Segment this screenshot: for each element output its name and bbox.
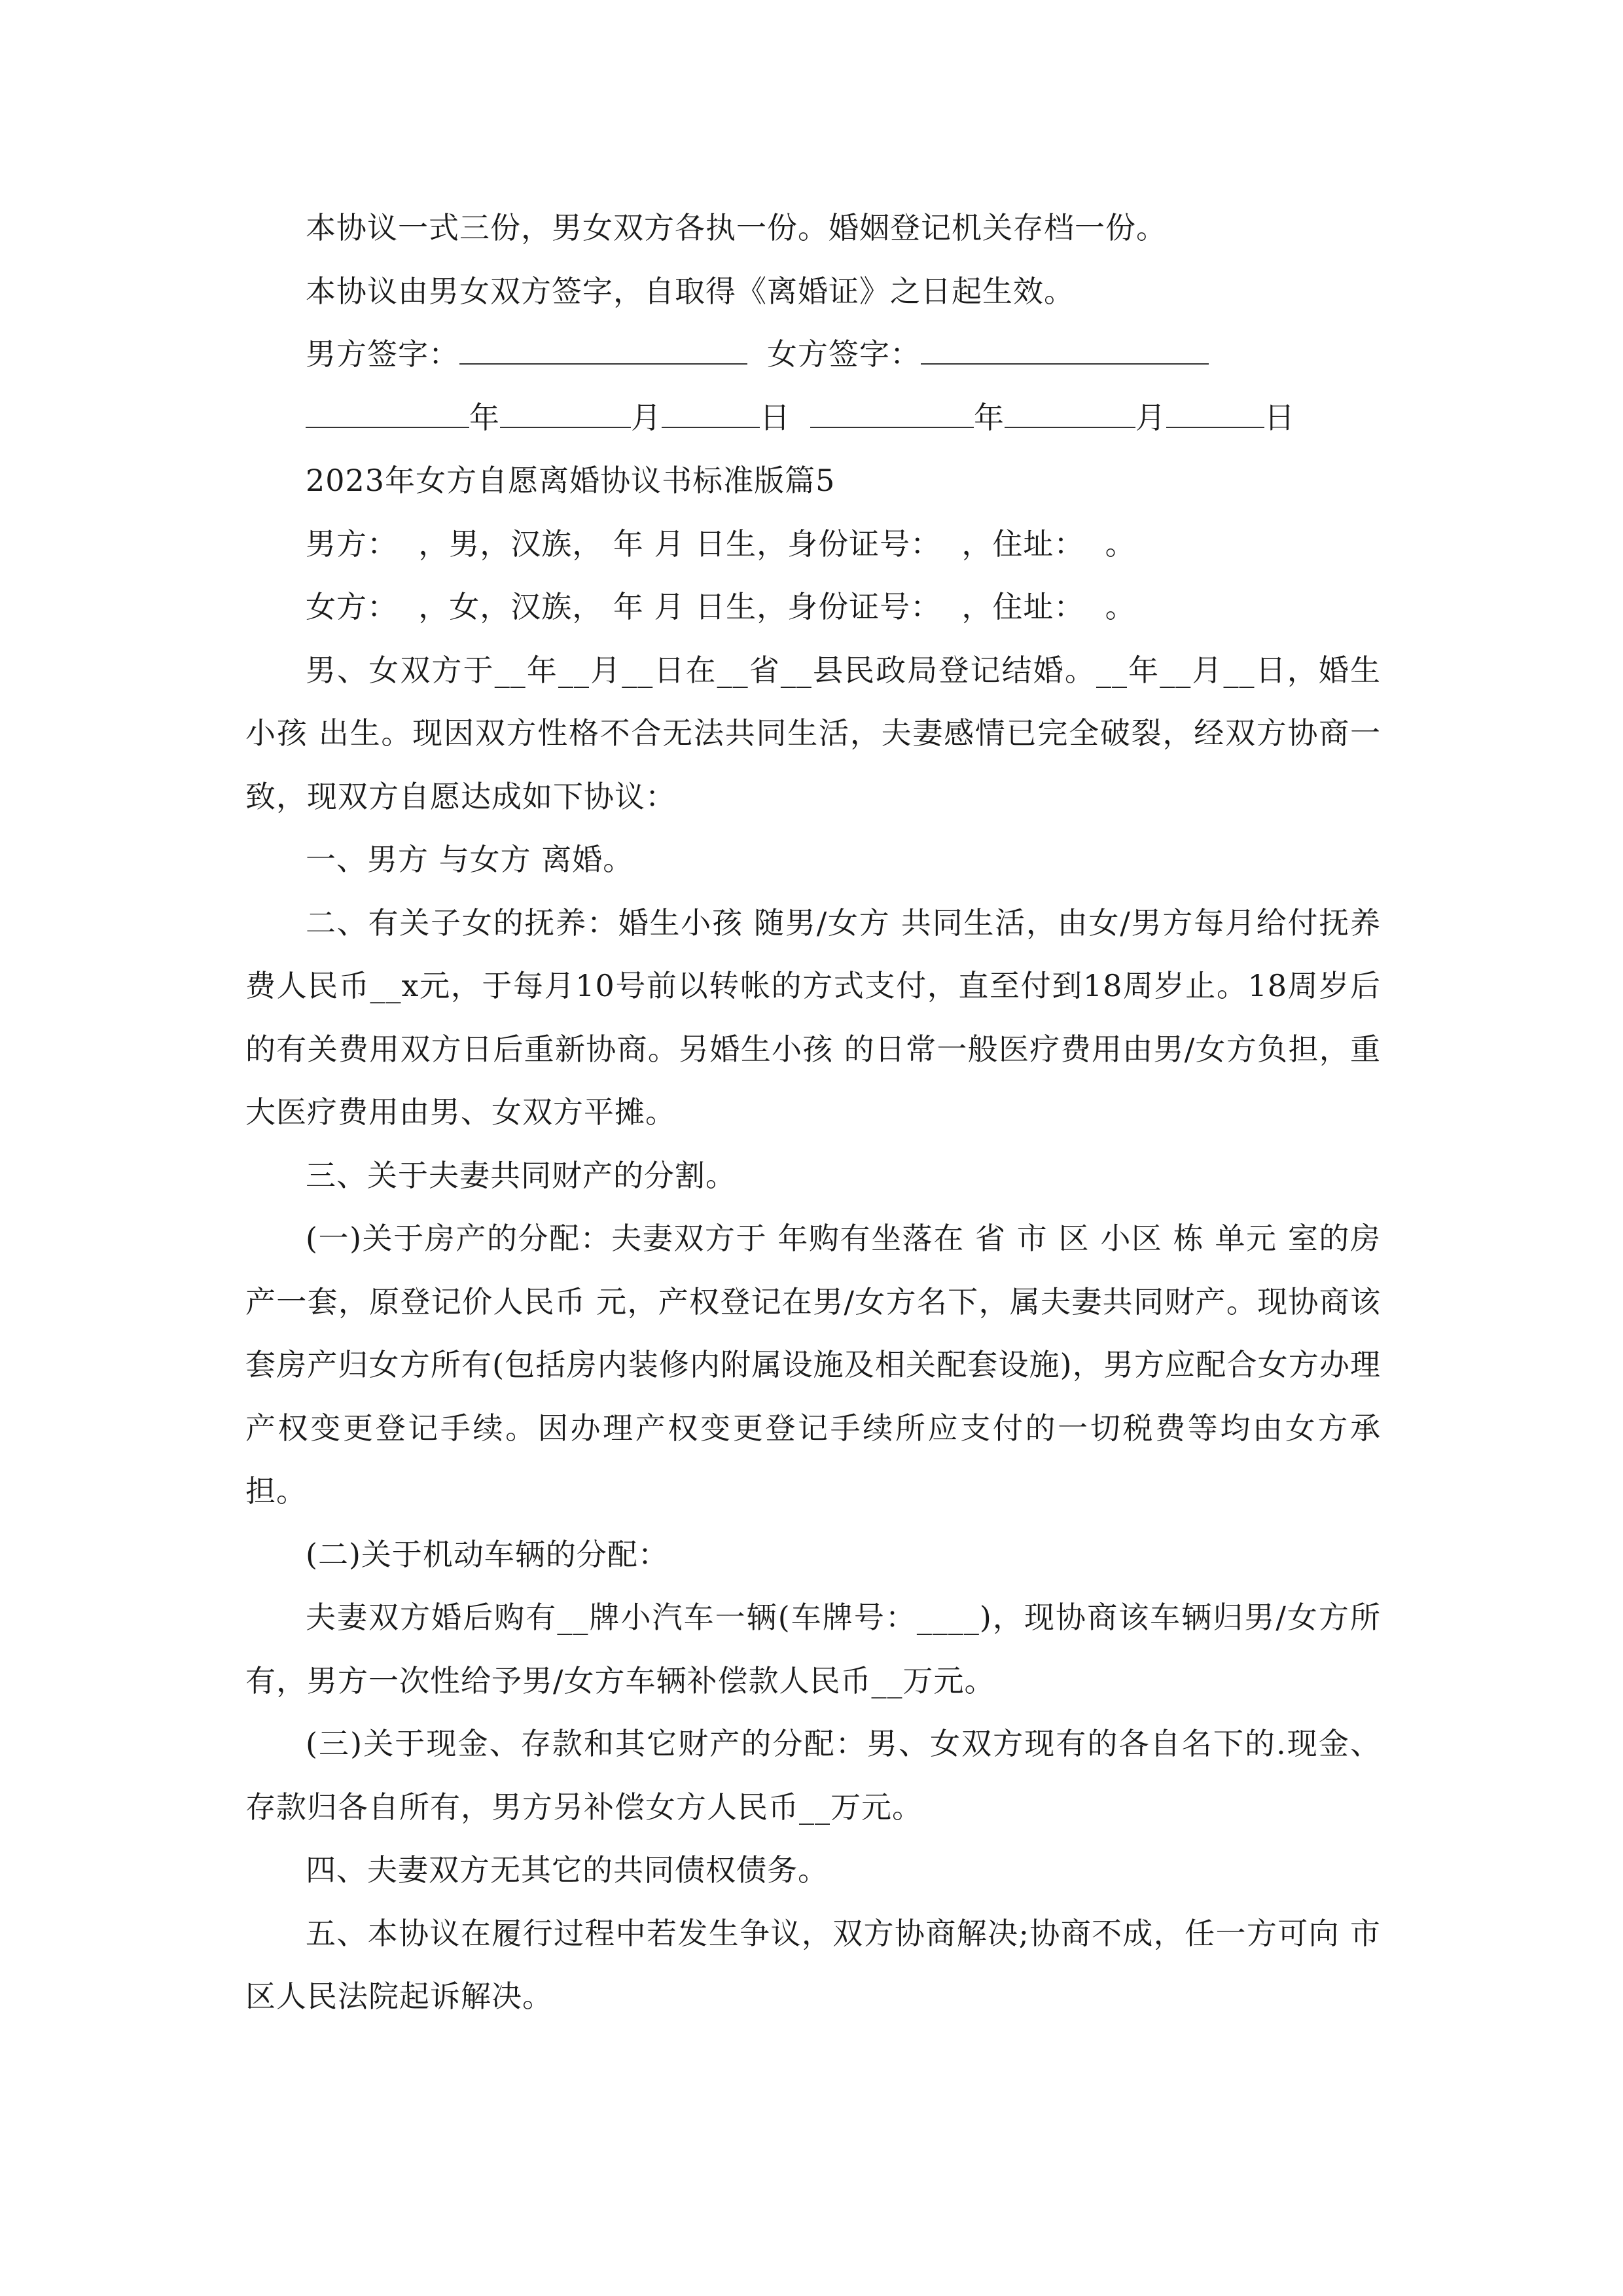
male-signature-label: 男方签字： <box>306 336 459 372</box>
male-signature-blank <box>459 337 747 365</box>
male-day-label: 日 <box>760 399 791 435</box>
document-body <box>245 196 1391 2028</box>
female-day-label: 日 <box>1264 399 1295 435</box>
female-year-label: 年 <box>974 399 1005 435</box>
clause-vehicle-heading: (二)关于机动车辆的分配： <box>306 1536 669 1572</box>
closing-effective-paragraph: 本协议由男女双方签字，自取得《离婚证》之日起生效。 <box>306 273 1075 309</box>
female-day-blank <box>1166 401 1264 428</box>
clause-vehicle-detail: 夫妻双方婚后购有__牌小汽车一辆(车牌号：____)，现协商该车辆归男/女方所有，男方一次性给予男/女方车辆补偿款人民币__万元。 <box>245 1600 1381 1698</box>
date-line <box>245 386 1381 450</box>
female-month-blank <box>1005 401 1135 428</box>
clause-real-estate: (一)关于房产的分配：夫妻双方于 年购有坐落在 省 市 区 小区 栋 单元 室的房产一套，原登记价人民币 元，产权登记在男/女方名下，属夫妻共同财产。现协商该套房产归女方所有(包括房内装修内附属设施及相关配套设施)，男方应配合女方办理产权变更登记手续。因办理产权变更登记手续所应支付的一切税费等均由女方承担。 <box>245 1221 1381 1509</box>
female-signature-label: 女方签字： <box>767 336 921 372</box>
clause-no-debts: 四、夫妻双方无其它的共同债权债务。 <box>306 1852 829 1888</box>
male-party-info: 男方： ，男，汉族， 年 月 日生，身份证号： ，住址： 。 <box>306 526 1136 562</box>
clause-property-division: 三、关于夫妻共同财产的分割。 <box>306 1157 736 1193</box>
clause-divorce: 一、男方 与女方 离婚。 <box>306 842 634 877</box>
female-signature-blank <box>921 337 1209 365</box>
clause-child-custody: 二、有关子女的抚养：婚生小孩 随男/女方 共同生活，由女/男方每月给付抚养费人民币__x元，于每月10号前以转帐的方式支付，直至付到18周岁止。18周岁后的有关费用双方日后重新协商。另婚生小孩 的日常一般医疗费用由男/女方负担，重大医疗费用由男、女双方平摊。 <box>245 905 1381 1130</box>
female-month-label: 月 <box>1135 399 1166 435</box>
male-month-blank <box>500 401 631 428</box>
clause-cash-savings: (三)关于现金、存款和其它财产的分配：男、女双方现有的各自名下的.现金、存款归各自所有，男方另补偿女方人民币__万元。 <box>245 1726 1381 1825</box>
closing-copies-paragraph: 本协议一式三份，男女双方各执一份。婚姻登记机关存档一份。 <box>306 210 1167 245</box>
male-year-blank <box>306 401 469 428</box>
male-year-label: 年 <box>469 399 500 435</box>
female-year-blank <box>810 401 974 428</box>
female-party-info: 女方： ，女，汉族， 年 月 日生，身份证号： ，住址： 。 <box>306 589 1136 624</box>
clause-dispute-resolution: 五、本协议在履行过程中若发生争议，双方协商解决;协商不成，任一方可向 市 区人民法院起诉解决。 <box>245 1915 1391 2014</box>
male-day-blank <box>662 401 760 428</box>
signature-line <box>245 323 1381 386</box>
male-month-label: 月 <box>631 399 662 435</box>
marriage-background-paragraph: 男、女双方于__年__月__日在__省__县民政局登记结婚。__年__月__日，婚生小孩 出生。现因双方性格不合无法共同生活，夫妻感情已完全破裂，经双方协商一致，现双方自愿达成如下协议： <box>245 652 1382 814</box>
section-heading: 2023年女方自愿离婚协议书标准版篇5 <box>306 463 836 498</box>
